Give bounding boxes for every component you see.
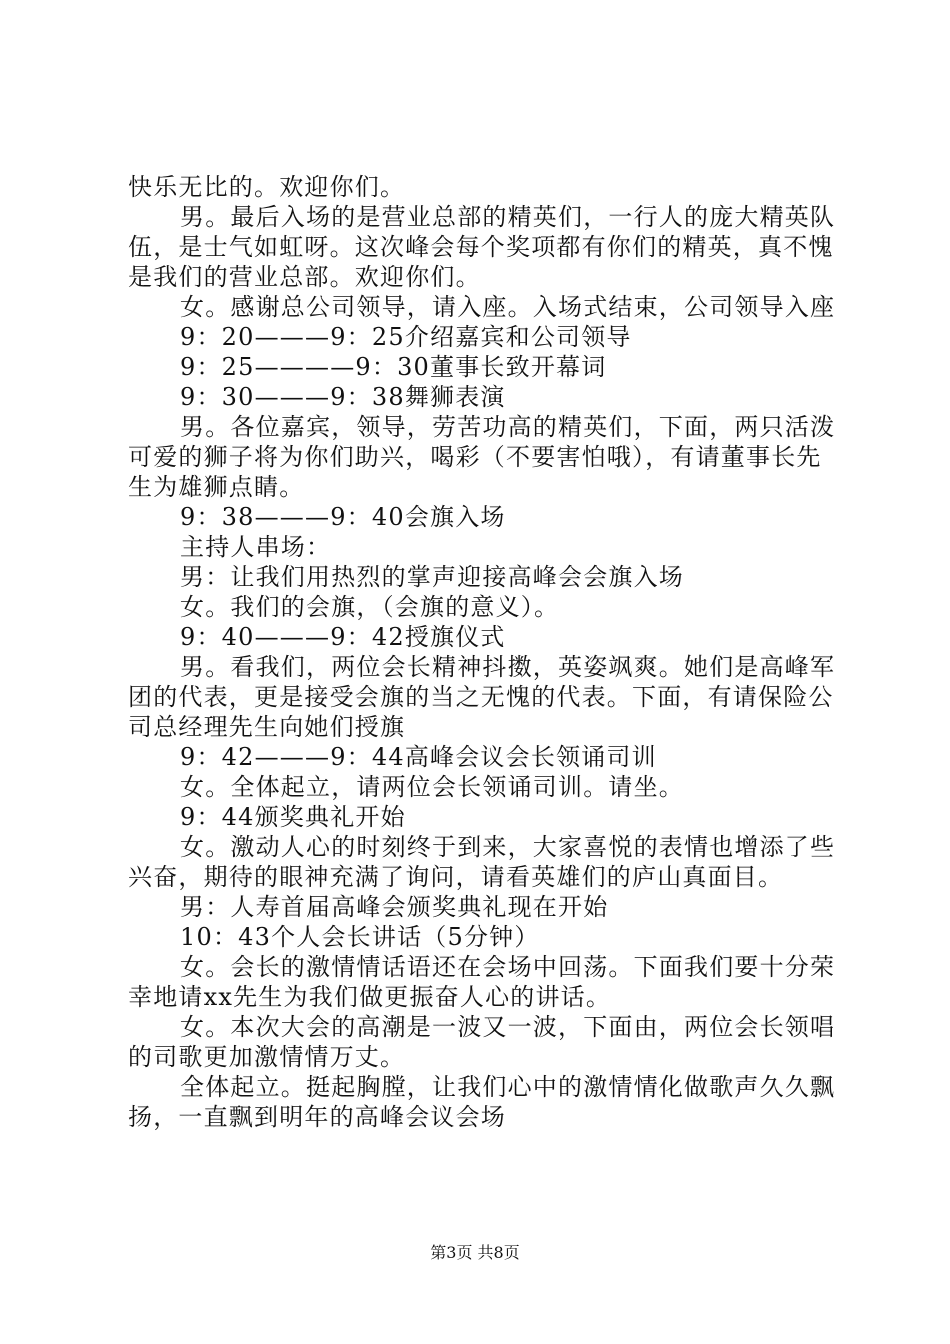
document-body xyxy=(128,172,838,1132)
paragraph: 快乐无比的。欢迎你们。 xyxy=(128,173,406,201)
schedule-line: 9：40———9：42授旗仪式 xyxy=(180,623,506,651)
schedule-line: 9：42———9：44高峰会议会长领诵司训 xyxy=(180,743,657,771)
paragraph: 女。本次大会的高潮是一波又一波，下面由，两位会长领唱的司歌更加激情情万丈。 xyxy=(128,1013,836,1071)
paragraph: 女。感谢总公司领导，请入座。入场式结束，公司领导入座 xyxy=(180,293,836,321)
schedule-line: 9：20———9：25介绍嘉宾和公司领导 xyxy=(180,323,632,351)
paragraph: 男：让我们用热烈的掌声迎接高峰会会旗入场 xyxy=(180,563,684,591)
paragraph: 女。激动人心的时刻终于到来，大家喜悦的表情也增添了些兴奋，期待的眼神充满了询问，请看英雄们的庐山真面目。 xyxy=(128,833,836,891)
paragraph: 男。各位嘉宾，领导，劳苦功高的精英们，下面，两只活泼可爱的狮子将为你们助兴，喝彩（不要害怕哦），有请董事长先生为雄狮点睛。 xyxy=(128,413,836,501)
paragraph: 男：人寿首届高峰会颁奖典礼现在开始 xyxy=(180,893,609,921)
paragraph: 全体起立。挺起胸膛，让我们心中的激情情化做歌声久久飘扬，一直飘到明年的高峰会议会场 xyxy=(128,1073,836,1131)
schedule-line: 9：25————9：30董事长致开幕词 xyxy=(180,353,607,381)
page-number-footer: 第3页 共8页 xyxy=(430,1243,520,1262)
paragraph: 主持人串场： xyxy=(180,533,332,561)
schedule-line: 10：43个人会长讲话（5分钟） xyxy=(180,923,540,951)
paragraph: 男。看我们，两位会长精神抖擞，英姿飒爽。她们是高峰军团的代表，更是接受会旗的当之无愧的代表。下面，有请保险公司总经理先生向她们授旗 xyxy=(128,653,836,741)
schedule-line: 9：38———9：40会旗入场 xyxy=(180,503,506,531)
paragraph: 男。最后入场的是营业总部的精英们，一行人的庞大精英队伍，是士气如虹呀。这次峰会每个奖项都有你们的精英，真不愧是我们的营业总部。欢迎你们。 xyxy=(128,203,836,291)
schedule-line: 9：44颁奖典礼开始 xyxy=(180,803,406,831)
paragraph: 女。会长的激情情话语还在会场中回荡。下面我们要十分荣幸地请xx先生为我们做更振奋人心的讲话。 xyxy=(128,953,836,1011)
paragraph: 女。全体起立，请两位会长领诵司训。请坐。 xyxy=(180,773,684,801)
paragraph: 女。我们的会旗，（会旗的意义）。 xyxy=(180,593,560,621)
schedule-line: 9：30———9：38舞狮表演 xyxy=(180,383,506,411)
